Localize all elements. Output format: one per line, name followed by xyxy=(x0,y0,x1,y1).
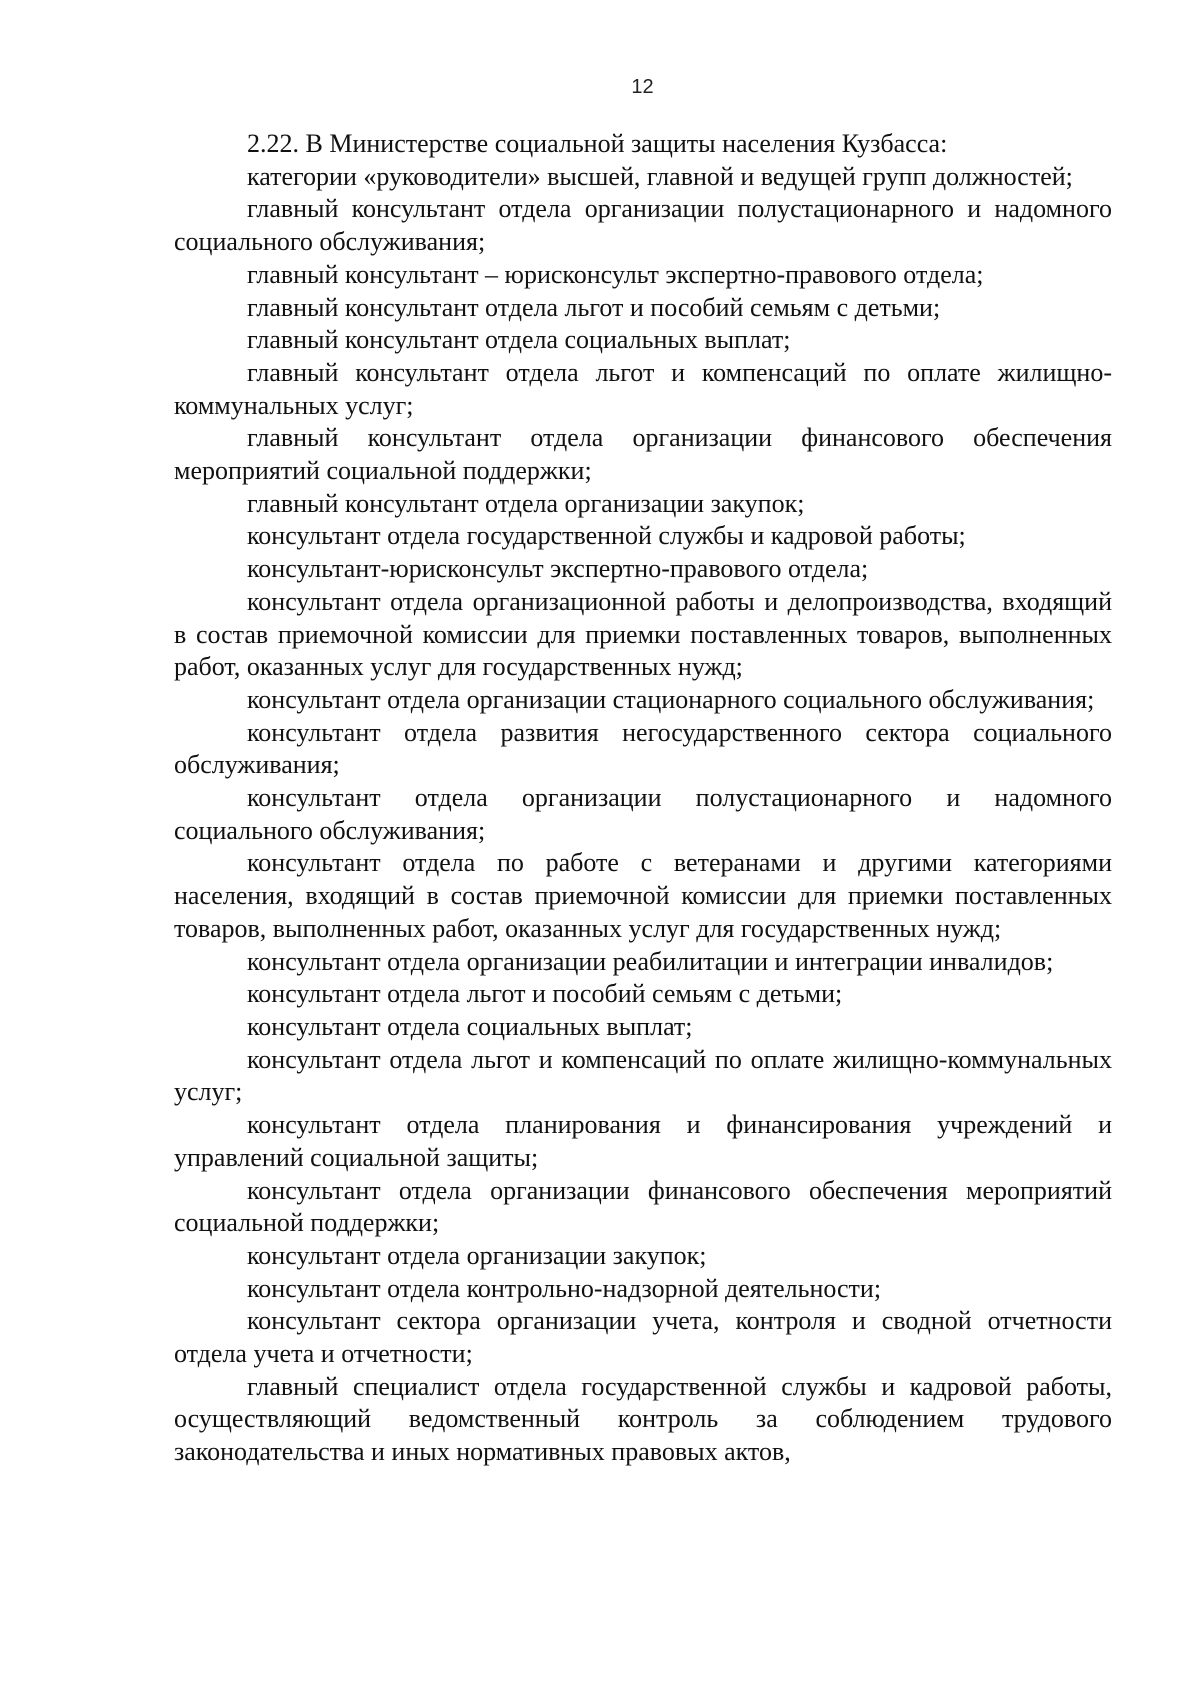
list-paragraph: консультант отдела организации полустационарного и надомного социального обслуживания; xyxy=(174,783,1112,845)
list-paragraph: консультант отдела организации стационарного социального обслуживания; xyxy=(247,684,1095,714)
list-paragraph: консультант отдела развития негосударственного сектора социального обслуживания; xyxy=(174,717,1112,780)
list-paragraph: консультант сектора организации учета, контроля и сводной отчетности отдела учета и отчетности; xyxy=(174,1306,1112,1369)
section-heading-paragraph: 2.22. В Министерстве социальной защиты населения Кузбасса: xyxy=(247,129,948,158)
list-paragraph: консультант отдела социальных выплат; xyxy=(247,1011,693,1041)
list-paragraph: консультант отдела организационной работы и делопроизводства, входящий в состав приемочной комиссии для приемки поставленных товаров, выполненных работ, оказанных услуг для государственных нужд; xyxy=(174,586,1112,682)
list-paragraph: главный консультант отдела социальных выплат; xyxy=(247,325,791,355)
list-paragraph: консультант отдела организации закупок; xyxy=(247,1240,707,1270)
list-paragraph: консультант-юрисконсульт экспертно-правового отдела; xyxy=(247,554,869,584)
page-number: 12 xyxy=(631,76,654,98)
list-paragraph: главный специалист отдела государственной службы и кадровой работы, осуществляющий ведомственный контроль за соблюдением трудового законодательства и иных нормативных правовых актов, xyxy=(174,1371,1112,1467)
list-paragraph: консультант отдела льгот и пособий семьям с детьми; xyxy=(247,979,843,1009)
list-paragraph: главный консультант – юрисконсульт экспертно-правового отдела; xyxy=(247,259,984,289)
list-paragraph: консультант отдела контрольно-надзорной деятельности; xyxy=(247,1273,882,1303)
list-paragraph: главный консультант отдела организации закупок; xyxy=(247,488,805,518)
list-paragraph: консультант отдела организации реабилитации и интеграции инвалидов; xyxy=(247,946,1054,976)
list-paragraph: консультант отдела по работе с ветеранами и другими категориями населения, входящий в состав приемочной комиссии для приемки поставленных товаров, выполненных работ, оказанных услуг для государственных нужд; xyxy=(174,848,1112,943)
list-paragraph: главный консультант отдела льгот и пособий семьям с детьми; xyxy=(247,292,941,322)
list-paragraph: консультант отдела государственной службы и кадровой работы; xyxy=(247,521,966,551)
list-paragraph: консультант отдела льгот и компенсаций по оплате жилищно-коммунальных услуг; xyxy=(174,1044,1112,1107)
list-paragraph: консультант отдела организации финансового обеспечения мероприятий социальной поддержки; xyxy=(174,1175,1112,1238)
list-paragraph: категории «руководители» высшей, главной и ведущей групп должностей; xyxy=(247,161,1073,191)
list-paragraph: главный консультант отдела организации полустационарного и надомного социального обслуживания; xyxy=(174,194,1112,257)
document-body xyxy=(174,128,1112,1469)
list-paragraph: консультант отдела планирования и финансирования учреждений и управлений социальной защиты; xyxy=(174,1110,1112,1172)
list-paragraph: главный консультант отдела льгот и компенсаций по оплате жилищно-коммунальных услуг; xyxy=(174,357,1112,420)
list-paragraph: главный консультант отдела организации финансового обеспечения мероприятий социальной поддержки; xyxy=(174,423,1112,486)
